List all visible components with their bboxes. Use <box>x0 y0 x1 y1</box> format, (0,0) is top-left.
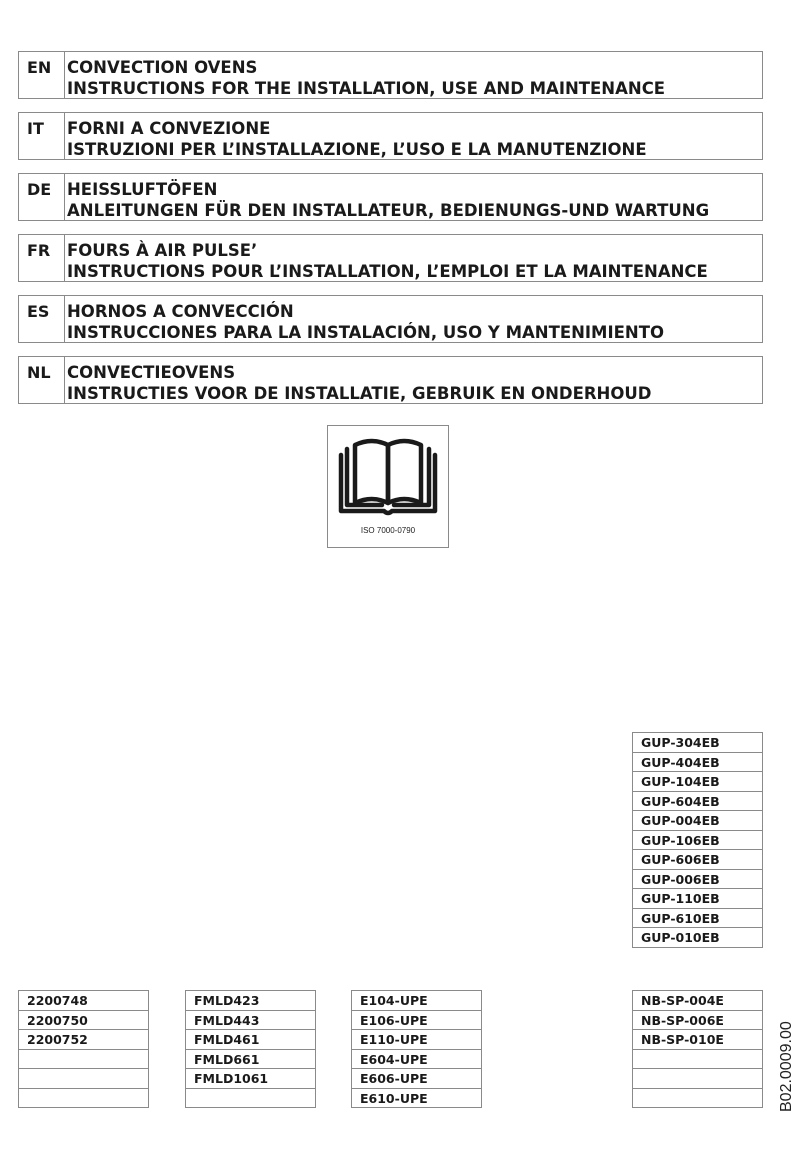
lang-subtitle: INSTRUCTIES VOOR DE INSTALLATIE, GEBRUIK EN ONDERHOUD <box>67 384 652 403</box>
iso-manual-symbol <box>327 425 449 548</box>
iso-symbol-label: ISO 7000-0790 <box>360 526 416 535</box>
list-item <box>18 1088 149 1109</box>
lang-row-nl <box>18 356 763 404</box>
lang-title: HEISSLUFTÖFEN <box>67 180 218 199</box>
lang-subtitle: INSTRUCTIONS POUR L’INSTALLATION, L’EMPLOI ET LA MAINTENANCE <box>67 262 708 281</box>
model-list-3 <box>351 990 482 1108</box>
list-item: NB-SP-010E <box>632 1029 763 1050</box>
lang-title: HORNOS A CONVECCIÓN <box>67 302 294 321</box>
list-item: GUP-404EB <box>632 752 763 773</box>
model-list-4 <box>632 990 763 1108</box>
lang-code: DE <box>19 174 65 220</box>
lang-row-fr <box>18 234 763 282</box>
list-item: 2200752 <box>18 1029 149 1050</box>
lang-subtitle: ISTRUZIONI PER L’INSTALLAZIONE, L’USO E LA MANUTENZIONE <box>67 140 647 159</box>
lang-title: FOURS À AIR PULSE’ <box>67 241 258 260</box>
list-item: GUP-106EB <box>632 830 763 851</box>
lang-subtitle: INSTRUCTIONS FOR THE INSTALLATION, USE AND MAINTENANCE <box>67 79 666 98</box>
list-item <box>18 1049 149 1070</box>
list-item: GUP-610EB <box>632 908 763 929</box>
lang-subtitle: ANLEITUNGEN FÜR DEN INSTALLATEUR, BEDIENUNGS-UND WARTUNG <box>67 201 710 220</box>
lang-row-en <box>18 51 763 99</box>
list-item: NB-SP-006E <box>632 1010 763 1031</box>
list-item: FMLD661 <box>185 1049 316 1070</box>
list-item <box>18 1068 149 1089</box>
lang-row-it <box>18 112 763 160</box>
list-item: GUP-010EB <box>632 927 763 948</box>
list-item: GUP-606EB <box>632 849 763 870</box>
list-item: GUP-004EB <box>632 810 763 831</box>
document-reference <box>778 1021 798 1112</box>
lang-code: EN <box>19 52 65 98</box>
lang-code: NL <box>19 357 65 403</box>
list-item: E110-UPE <box>351 1029 482 1050</box>
list-item: GUP-006EB <box>632 869 763 890</box>
list-item <box>632 1088 763 1109</box>
list-item: E106-UPE <box>351 1010 482 1031</box>
list-item: NB-SP-004E <box>632 990 763 1011</box>
list-item <box>632 1049 763 1070</box>
list-item <box>185 1088 316 1109</box>
manual-book-icon <box>338 433 438 523</box>
gup-model-list <box>632 732 763 948</box>
list-item: E604-UPE <box>351 1049 482 1070</box>
lang-row-de <box>18 173 763 221</box>
list-item <box>632 1068 763 1089</box>
list-item: FMLD423 <box>185 990 316 1011</box>
list-item: FMLD443 <box>185 1010 316 1031</box>
lang-title: CONVECTION OVENS <box>67 58 258 77</box>
lang-code: IT <box>19 113 65 159</box>
list-item: GUP-110EB <box>632 888 763 909</box>
list-item: 2200748 <box>18 990 149 1011</box>
document-reference-text: B02.0009.00 <box>778 1021 795 1112</box>
list-item: E610-UPE <box>351 1088 482 1109</box>
list-item: GUP-604EB <box>632 791 763 812</box>
lang-code: ES <box>19 296 65 342</box>
list-item: GUP-304EB <box>632 732 763 753</box>
list-item: GUP-104EB <box>632 771 763 792</box>
lang-subtitle: INSTRUCCIONES PARA LA INSTALACIÓN, USO Y MANTENIMIENTO <box>67 323 664 342</box>
list-item: FMLD1061 <box>185 1068 316 1089</box>
lang-title: FORNI A CONVEZIONE <box>67 119 271 138</box>
lang-title: CONVECTIEOVENS <box>67 363 236 382</box>
lang-code: FR <box>19 235 65 281</box>
list-item: FMLD461 <box>185 1029 316 1050</box>
model-list-2 <box>185 990 316 1108</box>
list-item: E606-UPE <box>351 1068 482 1089</box>
model-list-1 <box>18 990 149 1108</box>
lang-row-es <box>18 295 763 343</box>
list-item: 2200750 <box>18 1010 149 1031</box>
list-item: E104-UPE <box>351 990 482 1011</box>
